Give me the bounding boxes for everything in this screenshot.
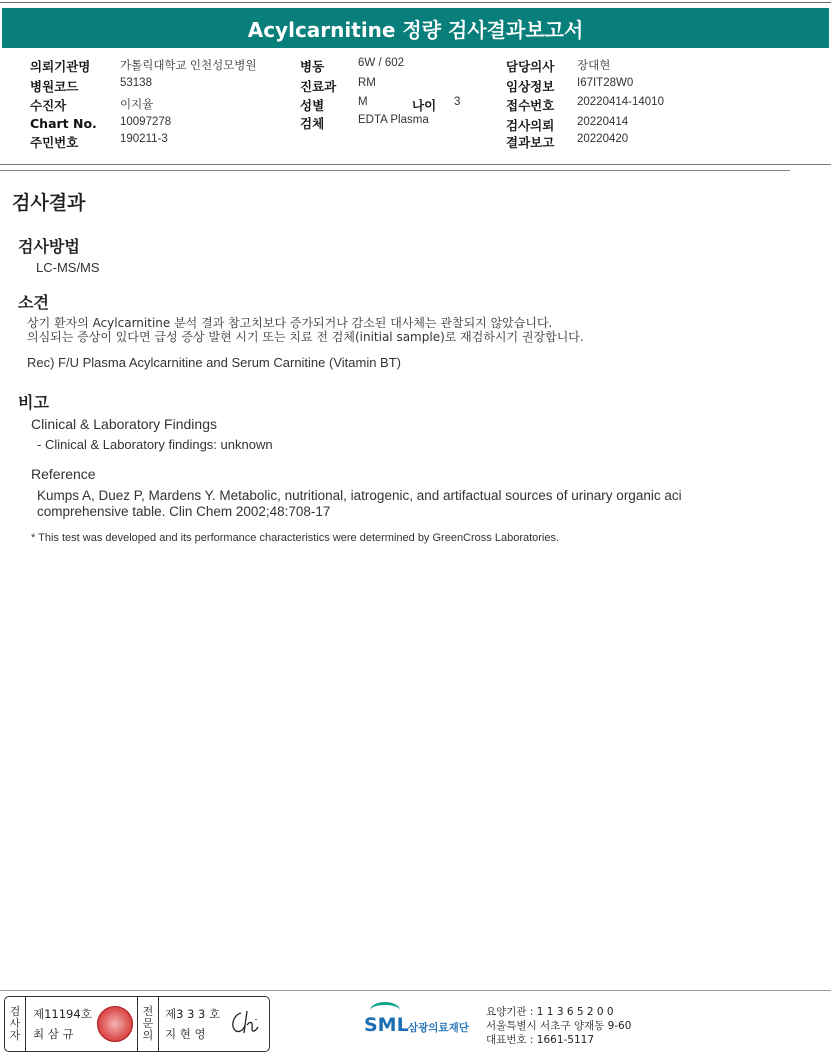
institution-code: 요양기관 : 1 1 3 6 5 2 0 0 <box>486 1006 614 1018</box>
physician-value: 장대현 <box>577 60 611 72</box>
specimen-label: 검체 <box>300 116 325 131</box>
phone-number: 대표번호 : 1661-5117 <box>486 1034 595 1046</box>
findings-line-1: 상기 환자의 Acylcarnitine 분석 결과 참고치보다 증가되거나 감소된 대사체는 관찰되지 않았습니다. <box>27 316 553 330</box>
remarks-heading: 비고 <box>18 393 49 412</box>
specimen-value: EDTA Plasma <box>358 114 429 126</box>
signature <box>227 1007 263 1039</box>
specialist-name: 지 현 영 <box>165 1027 206 1041</box>
logo-name: 삼광의료재단 <box>408 1022 469 1034</box>
disclaimer: * This test was developed and its performance characteristics were determined by GreenCross Laboratories. <box>31 532 560 544</box>
request-date-label: 검사의뢰 <box>506 118 555 133</box>
address: 서울특별시 서초구 양재동 9-60 <box>486 1020 632 1032</box>
report-date-label: 결과보고 <box>506 135 555 150</box>
chart-no-value: 10097278 <box>120 116 172 128</box>
department-value: RM <box>358 77 376 89</box>
clinical-info-label: 임상정보 <box>506 79 555 94</box>
footer-rule <box>0 990 831 991</box>
signature-stamp-box <box>4 996 270 1052</box>
sex-value: M <box>358 96 368 108</box>
seal-stamp-icon <box>97 1006 133 1042</box>
method-heading: 검사방법 <box>18 237 80 256</box>
divider <box>0 164 831 165</box>
accession-no-label: 접수번호 <box>506 98 555 113</box>
reference-line-2: comprehensive table. Clin Chem 2002;48:708-17 <box>37 504 331 519</box>
physician-label: 담당의사 <box>506 59 555 74</box>
examiner-license-no: 제11194호 <box>33 1007 92 1021</box>
report-title-banner <box>2 8 829 48</box>
patient-name-value: 이지율 <box>120 99 154 111</box>
requesting-institution-value: 가톨릭대학교 인천성모병원 <box>120 60 257 72</box>
age-label: 나이 <box>412 98 437 113</box>
clinical-findings-heading: Clinical & Laboratory Findings <box>31 416 217 432</box>
top-rule <box>0 2 831 3</box>
findings-line-2: 의심되는 증상이 있다면 급성 증상 발현 시기 또는 치료 전 검체(initial sample)로 재검하시기 권장합니다. <box>27 330 584 344</box>
request-date-value: 20220414 <box>577 116 629 128</box>
clinical-info-value: I67IT28W0 <box>577 77 634 89</box>
reference-heading: Reference <box>31 466 96 482</box>
chart-no-label: Chart No. <box>30 116 97 131</box>
clinical-findings-item: - Clinical & Laboratory findings: unknown <box>37 437 273 452</box>
requesting-institution-label: 의뢰기관명 <box>30 59 91 74</box>
report-title: Acylcarnitine 정량 검사결과보고서 <box>247 17 584 42</box>
specialist-label: 전 문 의 <box>137 997 159 1051</box>
report-date-value: 20220420 <box>577 133 629 145</box>
findings-heading: 소견 <box>18 293 49 312</box>
results-title: 검사결과 <box>12 192 86 214</box>
sex-label: 성별 <box>300 98 325 113</box>
hospital-code-label: 병원코드 <box>30 79 79 94</box>
examiner-label: 검 사 자 <box>5 997 26 1051</box>
patient-name-label: 수진자 <box>30 98 67 113</box>
ward-value: 6W / 602 <box>358 57 405 69</box>
logo-text: SML <box>364 1014 409 1036</box>
method-value: LC-MS/MS <box>36 260 100 275</box>
ward-label: 병동 <box>300 59 325 74</box>
examiner-name: 최 삼 규 <box>33 1027 74 1041</box>
recommendation: Rec) F/U Plasma Acylcarnitine and Serum Carnitine (Vitamin BT) <box>27 355 401 370</box>
age-value: 3 <box>454 96 461 108</box>
reference-line-1: Kumps A, Duez P, Mardens Y. Metabolic, nutritional, iatrogenic, and artifactual sources of urinary organic aci <box>37 488 682 503</box>
accession-no-value: 20220414-14010 <box>577 96 664 108</box>
patient-info-block <box>0 52 831 154</box>
specialist-license-no: 제3 3 3 호 <box>165 1007 221 1021</box>
resident-no-value: 190211-3 <box>120 133 168 145</box>
hospital-code-value: 53138 <box>120 77 152 89</box>
resident-no-label: 주민번호 <box>30 135 79 150</box>
divider <box>0 170 790 171</box>
sml-logo <box>364 1002 484 1042</box>
department-label: 진료과 <box>300 79 337 94</box>
